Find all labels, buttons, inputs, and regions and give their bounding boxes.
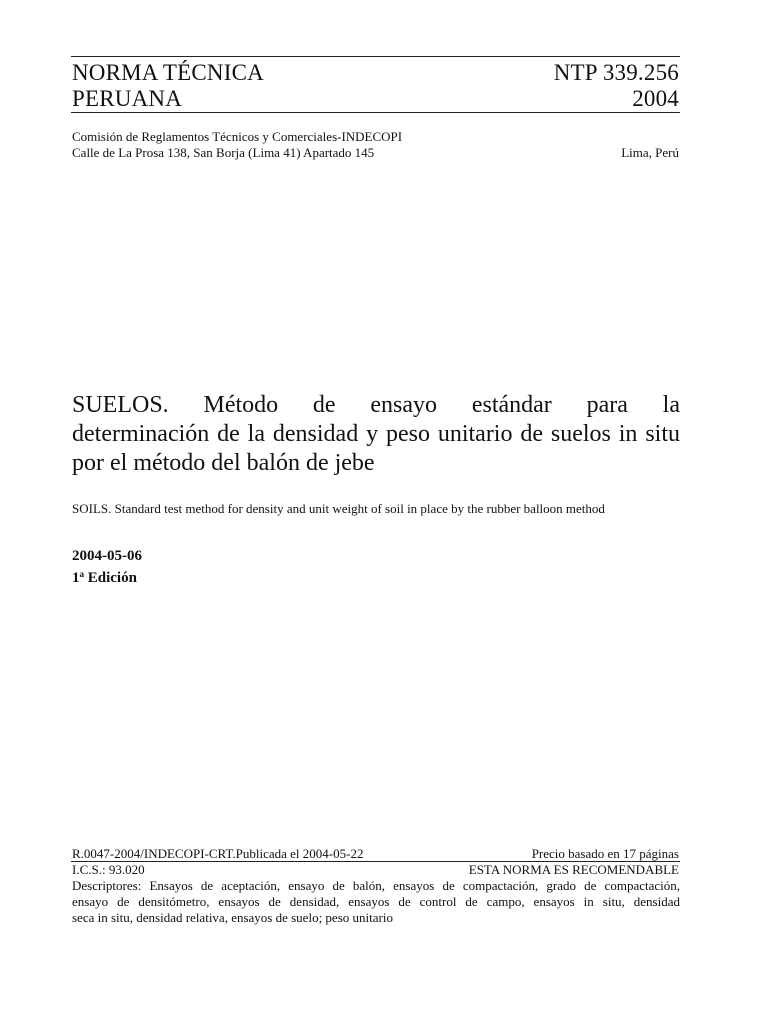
standard-title-line2: PERUANA: [72, 86, 183, 111]
resolution-text: R.0047-2004/INDECOPI-CRT.Publicada el 2004-05-22: [72, 846, 364, 861]
price-text: Precio basado en 17 páginas: [531, 846, 679, 861]
edition-date: 2004-05-06: [72, 548, 142, 564]
document-title: [72, 391, 680, 478]
descriptors: [72, 878, 680, 926]
standard-year: 2004: [632, 86, 679, 111]
ics-code: I.C.S.: 93.020: [72, 862, 145, 877]
edition-number: [72, 565, 137, 587]
descriptors-line1: Descriptores: Ensayos de aceptación, ensayo de balón, ensayos de compactación, grado de compactación,: [72, 878, 680, 893]
descriptors-line3: seca in situ, densidad relativa, ensayos de suelo; peso unitario: [72, 910, 393, 925]
recommendation-text: ESTA NORMA ES RECOMENDABLE: [468, 862, 679, 877]
header-top-rule: [71, 56, 680, 57]
document-title-rest: determinación de la densidad y peso unitario de suelos in situ por el método del balón de jebe: [72, 421, 680, 476]
edition-number-sup: a: [79, 569, 84, 579]
org-city: Lima, Perú: [621, 145, 679, 160]
org-address: Calle de La Prosa 138, San Borja (Lima 41) Apartado 145: [72, 145, 375, 160]
descriptors-line2: ensayo de densitómetro, ensayos de densidad, ensayos de control de campo, ensayos in situ, densidad: [72, 894, 680, 909]
edition-number-value: 1: [72, 570, 80, 586]
edition-label: Edición: [87, 570, 137, 586]
english-title: SOILS. Standard test method for density and unit weight of soil in place by the rubber balloon method: [72, 501, 605, 516]
standard-code: NTP 339.256: [553, 60, 679, 85]
standard-title-line1: NORMA TÉCNICA: [72, 60, 264, 85]
org-name: Comisión de Reglamentos Técnicos y Comerciales-INDECOPI: [72, 129, 403, 144]
document-title-line1: SUELOS. Método de ensayo estándar para la: [72, 392, 680, 418]
